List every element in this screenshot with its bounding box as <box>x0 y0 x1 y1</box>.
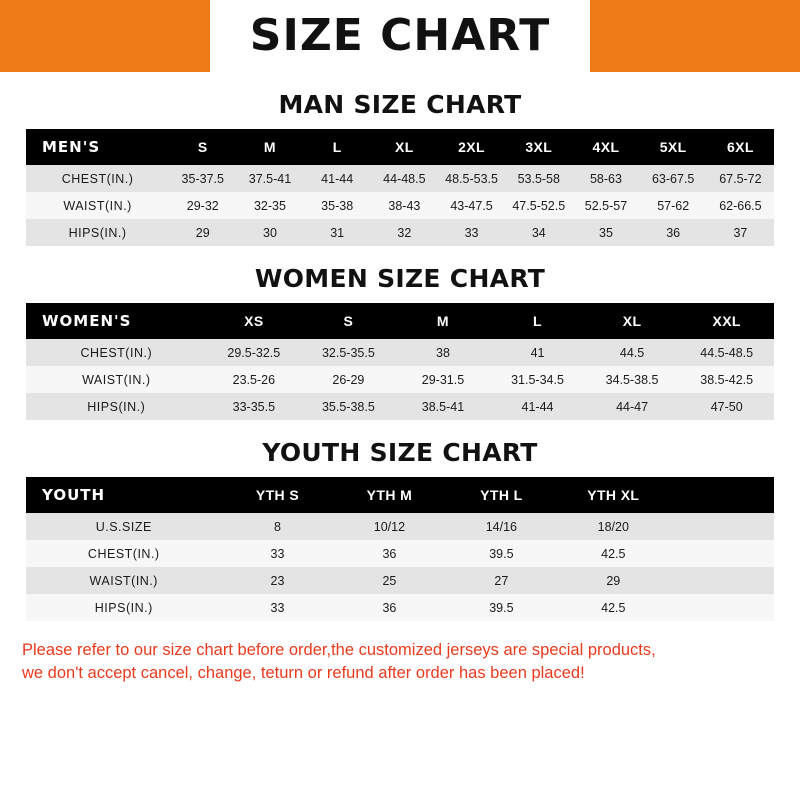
women-cell-1-2: 29-31.5 <box>396 366 491 393</box>
men-cell-1-5: 47.5-52.5 <box>505 192 572 219</box>
youth-cell-0-1: 10/12 <box>333 513 445 540</box>
table-row <box>26 192 774 219</box>
table-row <box>26 366 774 393</box>
men-header-label: MEN'S <box>26 129 169 165</box>
men-cell-0-6: 58-63 <box>572 165 639 192</box>
men-section <box>0 90 800 246</box>
banner-accent-right <box>590 0 800 72</box>
women-cell-2-2: 38.5-41 <box>396 393 491 420</box>
youth-cell-2-3: 29 <box>557 567 669 594</box>
women-row-0-label: CHEST(IN.) <box>26 339 207 366</box>
men-cell-2-8: 37 <box>707 219 774 246</box>
women-cell-0-0: 29.5-32.5 <box>207 339 302 366</box>
men-row-2-label: HIPS(IN.) <box>26 219 169 246</box>
men-cell-2-1: 30 <box>236 219 303 246</box>
table-row <box>26 540 774 567</box>
women-cell-0-4: 44.5 <box>585 339 680 366</box>
men-cell-1-1: 32-35 <box>236 192 303 219</box>
women-table-body <box>26 339 774 420</box>
youth-cell-2-spacer <box>669 567 774 594</box>
women-cell-2-0: 33-35.5 <box>207 393 302 420</box>
youth-cell-0-2: 14/16 <box>445 513 557 540</box>
men-col-3: XL <box>371 129 438 165</box>
men-col-0: S <box>169 129 236 165</box>
men-cell-0-3: 44-48.5 <box>371 165 438 192</box>
youth-col-1: YTH M <box>333 477 445 513</box>
women-col-0: XS <box>207 303 302 339</box>
youth-cell-2-1: 25 <box>333 567 445 594</box>
youth-cell-0-0: 8 <box>222 513 334 540</box>
footnote-line-2: we don't accept cancel, change, teturn or refund after order has been placed! <box>22 664 585 683</box>
men-cell-2-5: 34 <box>505 219 572 246</box>
women-cell-0-3: 41 <box>490 339 585 366</box>
table-row <box>26 165 774 192</box>
women-section <box>0 264 800 420</box>
men-table-body <box>26 165 774 246</box>
men-col-7: 5XL <box>640 129 707 165</box>
women-cell-2-1: 35.5-38.5 <box>301 393 396 420</box>
men-col-5: 3XL <box>505 129 572 165</box>
youth-section <box>0 438 800 621</box>
men-cell-0-0: 35-37.5 <box>169 165 236 192</box>
youth-cell-1-3: 42.5 <box>557 540 669 567</box>
youth-cell-3-spacer <box>669 594 774 621</box>
women-col-5: XXL <box>679 303 774 339</box>
men-cell-0-7: 63-67.5 <box>640 165 707 192</box>
youth-col-0: YTH S <box>222 477 334 513</box>
men-col-6: 4XL <box>572 129 639 165</box>
men-cell-2-3: 32 <box>371 219 438 246</box>
women-section-title: WOMEN SIZE CHART <box>254 264 546 293</box>
women-cell-1-4: 34.5-38.5 <box>585 366 680 393</box>
women-row-1-label: WAIST(IN.) <box>26 366 207 393</box>
women-cell-1-1: 26-29 <box>301 366 396 393</box>
table-header-row <box>26 477 774 513</box>
youth-cell-1-1: 36 <box>333 540 445 567</box>
youth-row-1-label: CHEST(IN.) <box>26 540 222 567</box>
youth-cell-3-0: 33 <box>222 594 334 621</box>
youth-row-2-label: WAIST(IN.) <box>26 567 222 594</box>
men-cell-0-2: 41-44 <box>304 165 371 192</box>
table-header-row <box>26 129 774 165</box>
men-cell-1-3: 38-43 <box>371 192 438 219</box>
women-col-1: S <box>301 303 396 339</box>
youth-table-body <box>26 513 774 621</box>
table-row <box>26 594 774 621</box>
table-row <box>26 567 774 594</box>
youth-cell-1-0: 33 <box>222 540 334 567</box>
youth-header-label: YOUTH <box>26 477 222 513</box>
men-table-head <box>26 129 774 165</box>
header-banner <box>0 0 800 72</box>
men-cell-0-5: 53.5-58 <box>505 165 572 192</box>
men-cell-1-6: 52.5-57 <box>572 192 639 219</box>
youth-col-3: YTH XL <box>557 477 669 513</box>
youth-cell-3-2: 39.5 <box>445 594 557 621</box>
youth-cell-1-spacer <box>669 540 774 567</box>
men-row-1-label: WAIST(IN.) <box>26 192 169 219</box>
youth-cell-3-3: 42.5 <box>557 594 669 621</box>
women-cell-0-1: 32.5-35.5 <box>301 339 396 366</box>
men-row-0-label: CHEST(IN.) <box>26 165 169 192</box>
men-size-table <box>26 129 774 246</box>
table-header-row <box>26 303 774 339</box>
men-col-2: L <box>304 129 371 165</box>
women-cell-0-2: 38 <box>396 339 491 366</box>
men-col-4: 2XL <box>438 129 505 165</box>
men-cell-0-1: 37.5-41 <box>236 165 303 192</box>
men-cell-2-7: 36 <box>640 219 707 246</box>
women-size-table <box>26 303 774 420</box>
youth-cell-3-1: 36 <box>333 594 445 621</box>
men-cell-1-7: 57-62 <box>640 192 707 219</box>
women-row-2-label: HIPS(IN.) <box>26 393 207 420</box>
men-cell-0-8: 67.5-72 <box>707 165 774 192</box>
footnote <box>0 639 800 686</box>
women-cell-2-5: 47-50 <box>679 393 774 420</box>
table-row <box>26 219 774 246</box>
women-cell-1-0: 23.5-26 <box>207 366 302 393</box>
youth-table-head <box>26 477 774 513</box>
men-cell-1-2: 35-38 <box>304 192 371 219</box>
youth-cell-2-0: 23 <box>222 567 334 594</box>
table-row <box>26 339 774 366</box>
youth-col-2: YTH L <box>445 477 557 513</box>
men-cell-2-2: 31 <box>304 219 371 246</box>
youth-size-table <box>26 477 774 621</box>
men-col-8: 6XL <box>707 129 774 165</box>
footnote-line-1: Please refer to our size chart before order,the customized jerseys are special products, <box>22 641 656 659</box>
men-cell-2-4: 33 <box>438 219 505 246</box>
men-section-title: MAN SIZE CHART <box>278 90 522 119</box>
banner-accent-left <box>0 0 210 72</box>
women-col-2: M <box>396 303 491 339</box>
women-cell-1-3: 31.5-34.5 <box>490 366 585 393</box>
women-cell-2-3: 41-44 <box>490 393 585 420</box>
men-cell-1-8: 62-66.5 <box>707 192 774 219</box>
men-col-1: M <box>236 129 303 165</box>
youth-section-title: YOUTH SIZE CHART <box>262 438 538 467</box>
youth-row-0-label: U.S.SIZE <box>26 513 222 540</box>
table-row <box>26 393 774 420</box>
men-cell-2-6: 35 <box>572 219 639 246</box>
youth-cell-0-spacer <box>669 513 774 540</box>
men-cell-0-4: 48.5-53.5 <box>438 165 505 192</box>
youth-col-spacer <box>669 477 774 513</box>
women-cell-1-5: 38.5-42.5 <box>679 366 774 393</box>
women-col-3: L <box>490 303 585 339</box>
women-header-label: WOMEN'S <box>26 303 207 339</box>
men-cell-1-4: 43-47.5 <box>438 192 505 219</box>
youth-cell-0-3: 18/20 <box>557 513 669 540</box>
youth-row-3-label: HIPS(IN.) <box>26 594 222 621</box>
men-cell-1-0: 29-32 <box>169 192 236 219</box>
table-row <box>26 513 774 540</box>
men-cell-2-0: 29 <box>169 219 236 246</box>
women-col-4: XL <box>585 303 680 339</box>
women-cell-0-5: 44.5-48.5 <box>679 339 774 366</box>
youth-cell-1-2: 39.5 <box>445 540 557 567</box>
women-cell-2-4: 44-47 <box>585 393 680 420</box>
page-title: SIZE CHART <box>236 0 564 72</box>
youth-cell-2-2: 27 <box>445 567 557 594</box>
women-table-head <box>26 303 774 339</box>
